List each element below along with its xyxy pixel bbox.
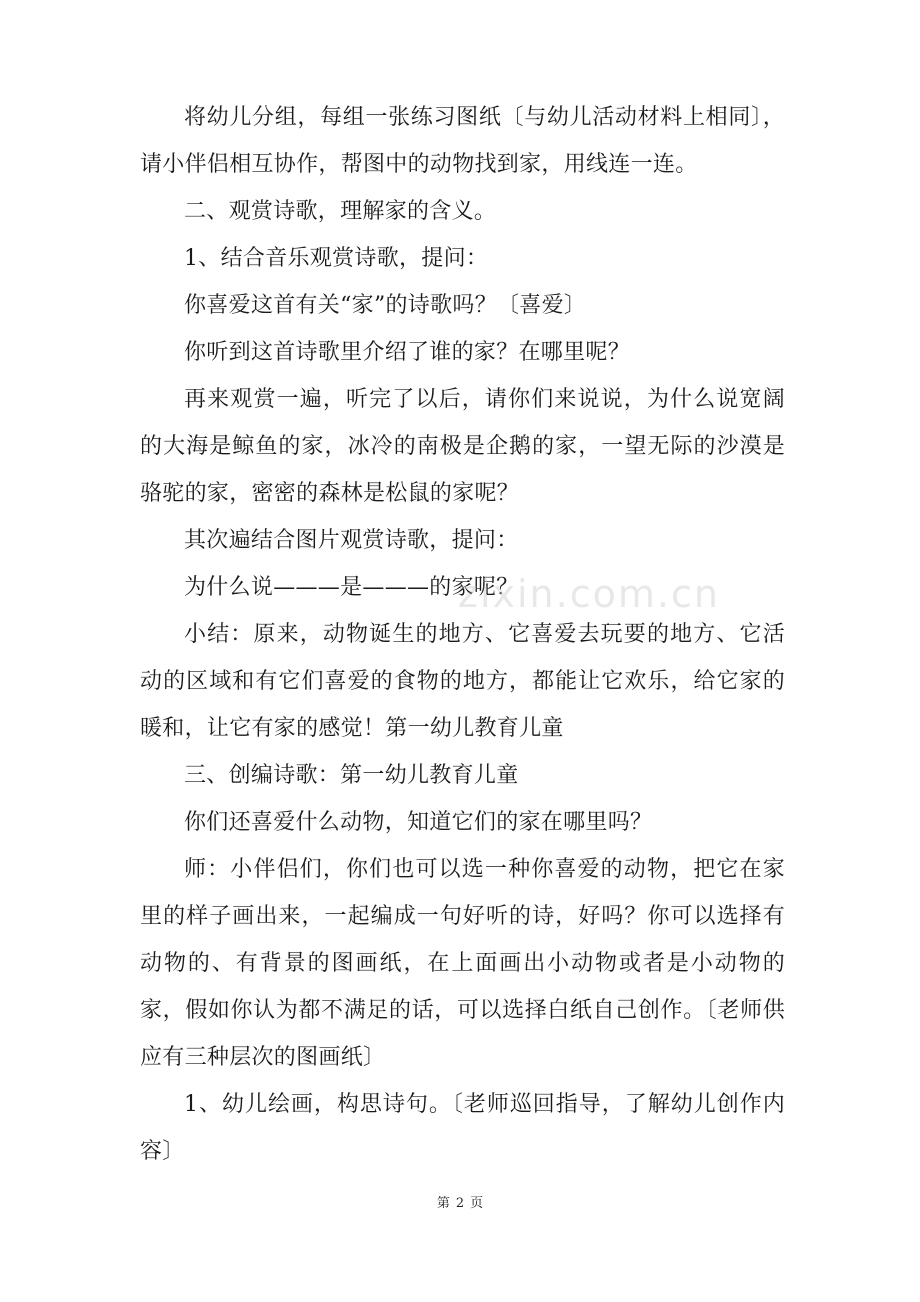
footer-prefix: 第: [436, 1196, 450, 1211]
paragraph: 师：小伴侣们，你们也可以选一种你喜爱的动物，把它在家里的样子画出来，一起编成一句好听的诗，好吗？你可以选择有动物的、有背景的图画纸，在上面画出小动物或者是小动物的家，假如你认为都不满足的话，可以选择白纸自己创作。〔老师供应有三种层次的图画纸〕: [140, 857, 785, 1070]
paragraph: 你听到这首诗歌里介绍了谁的家？在哪里呢？: [184, 340, 631, 365]
paragraph: 你喜爱这首有关“家”的诗歌吗？〔喜爱〕: [184, 293, 587, 318]
page-number: 2: [455, 1196, 465, 1211]
paragraph: 1、幼儿绘画，构思诗句。〔老师巡回指导，了解幼儿创作内容〕: [140, 1092, 785, 1164]
section-heading: 三、创编诗歌：第一幼儿教育儿童: [184, 763, 519, 788]
paragraph: 其次遍结合图片观赏诗歌，提问：: [184, 528, 519, 553]
footer-suffix: 页: [470, 1196, 484, 1211]
paragraph: 小结：原来，动物诞生的地方、它喜爱去玩要的地方、它活动的区域和有它们喜爱的食物的地方，都能让它欢乐，给它家的暖和，让它有家的感觉！第一幼儿教育儿童: [140, 622, 785, 741]
document-body: [140, 94, 785, 1175]
page-footer: [0, 1192, 920, 1211]
section-heading: 二、观赏诗歌，理解家的含义。: [184, 199, 497, 224]
paragraph: 将幼儿分组，每组一张练习图纸〔与幼儿活动材料上相同〕，请小伴侣相互协作，帮图中的动物找到家，用线连一连。: [140, 105, 785, 177]
paragraph: 1、结合音乐观赏诗歌，提问：: [184, 246, 489, 271]
paragraph: 为什么说———是———的家呢？: [184, 575, 519, 600]
watermark: zixin.com.cn: [458, 572, 720, 616]
paragraph: 再来观赏一遍，听完了以后，请你们来说说，为什么说宽阔的大海是鲸鱼的家，冰冷的南极是企鹅的家，一望无际的沙漠是骆驼的家，密密的森林是松鼠的家呢？: [140, 387, 785, 506]
paragraph: 你们还喜爱什么动物，知道它们的家在哪里吗？: [184, 810, 653, 835]
